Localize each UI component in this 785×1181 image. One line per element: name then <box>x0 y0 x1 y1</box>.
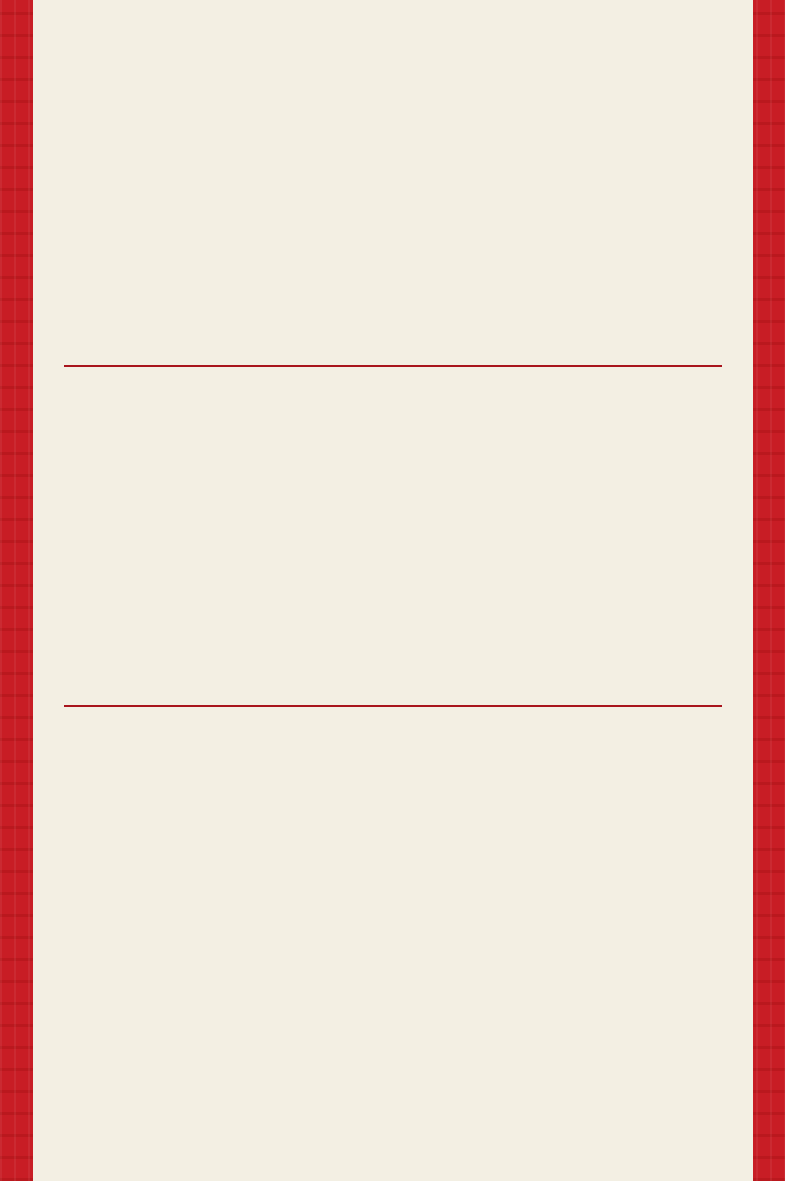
health-divider <box>64 365 722 367</box>
lunch-section <box>64 688 722 740</box>
lunch-divider <box>64 705 722 707</box>
health-section <box>64 348 722 397</box>
menu-panel <box>33 0 753 1181</box>
